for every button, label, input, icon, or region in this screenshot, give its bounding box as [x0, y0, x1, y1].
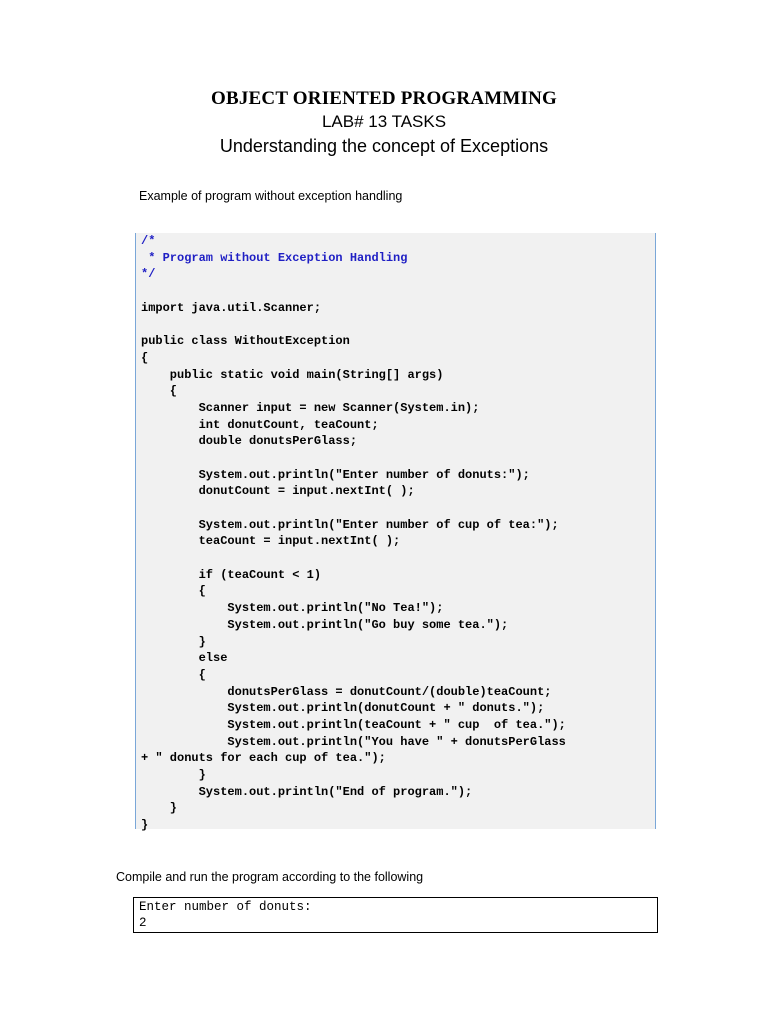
- code-line: [141, 550, 566, 567]
- code-line: {: [141, 384, 178, 399]
- code-line: {: [141, 350, 149, 365]
- code-line: donutCount = input.nextInt( );: [141, 484, 415, 499]
- compile-instruction: Compile and run the program according to the following: [116, 870, 424, 884]
- code-line: System.out.println("Enter number of cup of tea:");: [141, 517, 559, 532]
- output-line: Enter number of donuts:: [139, 900, 312, 914]
- code-line: [141, 316, 566, 333]
- code-block: [135, 233, 656, 833]
- code-line: public static void main(String[] args): [141, 367, 444, 382]
- code-line: System.out.println("No Tea!");: [141, 601, 444, 616]
- code-line: System.out.println(donutCount + " donuts.");: [141, 701, 545, 716]
- page-subtitle: Understanding the concept of Exceptions: [219, 136, 549, 156]
- code-line: }: [141, 768, 206, 782]
- console-output-box: [133, 897, 658, 933]
- code-line: System.out.println("You have " + donutsPerGlass: [141, 734, 566, 749]
- code-line: public class WithoutException: [141, 334, 350, 349]
- code-line: * Program without Exception Handling: [141, 250, 408, 265]
- code-line: System.out.println("Enter number of donuts:");: [141, 467, 530, 482]
- code-listing: [141, 233, 566, 834]
- code-line: }: [141, 634, 206, 649]
- code-line: double donutsPerGlass;: [141, 434, 358, 449]
- code-line: System.out.println("Go buy some tea.");: [141, 617, 509, 632]
- course-title: OBJECT ORIENTED PROGRAMMING: [210, 88, 558, 109]
- code-line: Scanner input = new Scanner(System.in);: [141, 400, 480, 415]
- code-line: [141, 500, 566, 517]
- code-line: }: [141, 818, 149, 833]
- intro-text: Example of program without exception handling: [139, 189, 403, 203]
- code-line: import java.util.Scanner;: [141, 300, 322, 315]
- code-line: donutsPerGlass = donutCount/(double)teaCount;: [141, 684, 552, 699]
- code-line: */: [141, 267, 156, 282]
- output-line: 2: [139, 916, 147, 930]
- code-line: [141, 283, 566, 300]
- code-line: if (teaCount < 1): [141, 567, 322, 582]
- code-line: int donutCount, teaCount;: [141, 417, 379, 432]
- lab-title: LAB# 13 TASKS: [321, 112, 447, 131]
- code-line: /*: [141, 234, 156, 248]
- code-line: {: [141, 667, 206, 682]
- code-line: System.out.println(teaCount + " cup of tea.");: [141, 717, 566, 732]
- console-output: [139, 899, 312, 931]
- code-line: }: [141, 801, 178, 816]
- code-line: System.out.println("End of program.");: [141, 784, 473, 799]
- code-line: [141, 450, 566, 467]
- code-line: {: [141, 584, 206, 599]
- code-line: else: [141, 651, 228, 666]
- code-line: teaCount = input.nextInt( );: [141, 534, 401, 549]
- code-line: + " donuts for each cup of tea.");: [141, 751, 386, 766]
